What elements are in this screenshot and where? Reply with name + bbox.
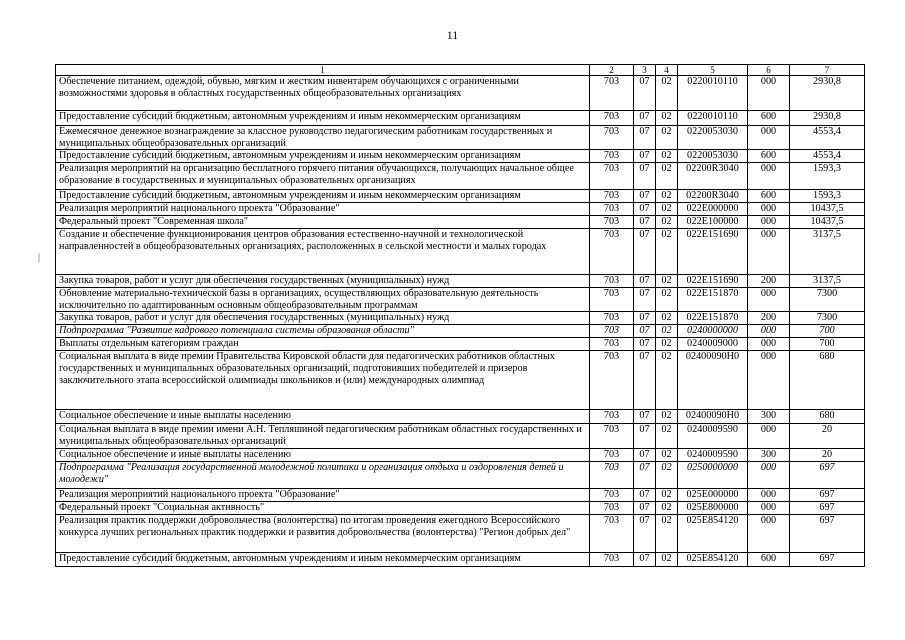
row-code-admin: 703 xyxy=(590,126,634,150)
table-row xyxy=(56,489,865,502)
row-subsection: 02 xyxy=(656,515,678,553)
table-row xyxy=(56,462,865,489)
row-name: Подпрограмма "Развитие кадрового потенциала системы образования области" xyxy=(56,325,590,338)
row-subsection: 02 xyxy=(656,325,678,338)
header-col-2: 2 xyxy=(590,65,634,76)
row-subsection: 02 xyxy=(656,424,678,449)
row-name: Реализация мероприятий национального проекта "Образование" xyxy=(56,489,590,502)
row-section: 07 xyxy=(634,288,656,312)
table-row xyxy=(56,203,865,216)
row-target-article: 025E854120 xyxy=(678,515,748,553)
row-amount: 700 xyxy=(790,325,865,338)
row-subsection: 02 xyxy=(656,462,678,489)
row-code-admin: 703 xyxy=(590,190,634,203)
row-amount: 20 xyxy=(790,449,865,462)
row-expense-type: 000 xyxy=(748,424,790,449)
row-target-article: 0220053030 xyxy=(678,150,748,163)
row-expense-type: 000 xyxy=(748,325,790,338)
row-code-admin: 703 xyxy=(590,351,634,410)
table-row xyxy=(56,325,865,338)
row-amount: 2930,8 xyxy=(790,76,865,111)
table-row xyxy=(56,424,865,449)
row-code-admin: 703 xyxy=(590,163,634,190)
row-section: 07 xyxy=(634,553,656,567)
row-expense-type: 600 xyxy=(748,111,790,126)
row-expense-type: 000 xyxy=(748,76,790,111)
table-row xyxy=(56,312,865,325)
row-section: 07 xyxy=(634,203,656,216)
table-row xyxy=(56,190,865,203)
row-subsection: 02 xyxy=(656,229,678,275)
table-row xyxy=(56,515,865,553)
row-subsection: 02 xyxy=(656,351,678,410)
row-name: Предоставление субсидий бюджетным, автономным учреждениям и иным некоммерческим организациям xyxy=(56,553,590,567)
table-row xyxy=(56,150,865,163)
row-name: Подпрограмма "Реализация государственной молодежной политики и организация отдыха и оздоровления детей и молодежи" xyxy=(56,462,590,489)
row-name: Социальная выплата в виде премии имени А.Н. Тепляшиной педагогическим работникам областных государственных и муниципальных общеобразовательных организаций xyxy=(56,424,590,449)
row-name: Социальная выплата в виде премии Правительства Кировской области для педагогических работников областных государственных и муниципальных образовательных организаций, подготовивших победителей и призеров заключительного этапа всероссийской олимпиады школьников и (или) международных олимпиад xyxy=(56,351,590,410)
row-section: 07 xyxy=(634,190,656,203)
header-col-1: 1 xyxy=(56,65,590,76)
row-target-article: 02200R3040 xyxy=(678,190,748,203)
row-section: 07 xyxy=(634,351,656,410)
row-section: 07 xyxy=(634,410,656,424)
row-name: Создание и обеспечение функционирования центров образования естественно-научной и технологической направленностей в общеобразовательных организациях, расположенных в сельской местности и малых городах xyxy=(56,229,590,275)
row-section: 07 xyxy=(634,515,656,553)
row-subsection: 02 xyxy=(656,338,678,351)
table-row xyxy=(56,126,865,150)
row-name: Реализация практик поддержки добровольчества (волонтерства) по итогам проведения ежегодного Всероссийского конкурса лучших региональных практик поддержки и развития добровольчества (волонтерства) "Регион добрых дел" xyxy=(56,515,590,553)
row-subsection: 02 xyxy=(656,288,678,312)
row-subsection: 02 xyxy=(656,76,678,111)
row-target-article: 0250000000 xyxy=(678,462,748,489)
row-name: Федеральный проект "Современная школа" xyxy=(56,216,590,229)
row-code-admin: 703 xyxy=(590,229,634,275)
row-name: Выплаты отдельным категориям граждан xyxy=(56,338,590,351)
row-target-article: 0220053030 xyxy=(678,126,748,150)
table-row xyxy=(56,502,865,515)
row-amount: 697 xyxy=(790,553,865,567)
row-code-admin: 703 xyxy=(590,312,634,325)
row-expense-type: 200 xyxy=(748,275,790,288)
row-expense-type: 000 xyxy=(748,502,790,515)
row-amount: 7300 xyxy=(790,312,865,325)
row-expense-type: 600 xyxy=(748,150,790,163)
table-body xyxy=(56,76,865,567)
row-amount: 700 xyxy=(790,338,865,351)
row-subsection: 02 xyxy=(656,150,678,163)
row-target-article: 025E854120 xyxy=(678,553,748,567)
row-subsection: 02 xyxy=(656,502,678,515)
row-expense-type: 600 xyxy=(748,190,790,203)
row-section: 07 xyxy=(634,489,656,502)
row-expense-type: 000 xyxy=(748,126,790,150)
row-code-admin: 703 xyxy=(590,111,634,126)
table-row xyxy=(56,163,865,190)
row-target-article: 025E000000 xyxy=(678,489,748,502)
header-col-6: 6 xyxy=(748,65,790,76)
row-section: 07 xyxy=(634,502,656,515)
row-amount: 4553,4 xyxy=(790,126,865,150)
row-section: 07 xyxy=(634,216,656,229)
row-amount: 1593,3 xyxy=(790,163,865,190)
row-name: Закупка товаров, работ и услуг для обеспечения государственных (муниципальных) нужд xyxy=(56,275,590,288)
header-row xyxy=(56,65,865,76)
row-amount: 10437,5 xyxy=(790,216,865,229)
row-expense-type: 000 xyxy=(748,489,790,502)
row-target-article: 022E151870 xyxy=(678,312,748,325)
row-expense-type: 600 xyxy=(748,553,790,567)
row-name: Реализация мероприятий национального проекта "Образование" xyxy=(56,203,590,216)
row-expense-type: 000 xyxy=(748,229,790,275)
row-subsection: 02 xyxy=(656,111,678,126)
row-name: Федеральный проект "Социальная активность" xyxy=(56,502,590,515)
table-row xyxy=(56,229,865,275)
row-target-article: 0240009590 xyxy=(678,449,748,462)
row-subsection: 02 xyxy=(656,489,678,502)
row-section: 07 xyxy=(634,126,656,150)
row-subsection: 02 xyxy=(656,190,678,203)
row-amount: 697 xyxy=(790,515,865,553)
table-row xyxy=(56,338,865,351)
row-code-admin: 703 xyxy=(590,275,634,288)
row-code-admin: 703 xyxy=(590,325,634,338)
row-expense-type: 000 xyxy=(748,515,790,553)
row-expense-type: 000 xyxy=(748,462,790,489)
row-section: 07 xyxy=(634,325,656,338)
row-section: 07 xyxy=(634,275,656,288)
row-subsection: 02 xyxy=(656,216,678,229)
row-expense-type: 200 xyxy=(748,312,790,325)
row-expense-type: 000 xyxy=(748,338,790,351)
row-name: Реализация мероприятий на организацию бесплатного горячего питания обучающихся, получающих начальное общее образование в государственных и муниципальных образовательных организациях xyxy=(56,163,590,190)
row-code-admin: 703 xyxy=(590,150,634,163)
row-code-admin: 703 xyxy=(590,489,634,502)
table-row xyxy=(56,76,865,111)
row-subsection: 02 xyxy=(656,275,678,288)
header-col-3: 3 xyxy=(634,65,656,76)
row-target-article: 0240000000 xyxy=(678,325,748,338)
row-target-article: 022E100000 xyxy=(678,216,748,229)
row-target-article: 022E151690 xyxy=(678,229,748,275)
table-row xyxy=(56,275,865,288)
row-amount: 4553,4 xyxy=(790,150,865,163)
row-subsection: 02 xyxy=(656,410,678,424)
table-row xyxy=(56,111,865,126)
row-code-admin: 703 xyxy=(590,553,634,567)
row-section: 07 xyxy=(634,424,656,449)
table-row xyxy=(56,449,865,462)
row-amount: 10437,5 xyxy=(790,203,865,216)
row-expense-type: 000 xyxy=(748,203,790,216)
row-amount: 680 xyxy=(790,410,865,424)
row-amount: 1593,3 xyxy=(790,190,865,203)
row-code-admin: 703 xyxy=(590,76,634,111)
row-target-article: 0240009590 xyxy=(678,424,748,449)
row-target-article: 025E800000 xyxy=(678,502,748,515)
row-name: Предоставление субсидий бюджетным, автономным учреждениям и иным некоммерческим организациям xyxy=(56,190,590,203)
row-subsection: 02 xyxy=(656,126,678,150)
row-code-admin: 703 xyxy=(590,502,634,515)
row-target-article: 022E151690 xyxy=(678,275,748,288)
row-subsection: 02 xyxy=(656,163,678,190)
row-name: Закупка товаров, работ и услуг для обеспечения государственных (муниципальных) нужд xyxy=(56,312,590,325)
row-name: Предоставление субсидий бюджетным, автономным учреждениям и иным некоммерческим организациям xyxy=(56,111,590,126)
row-target-article: 022E000000 xyxy=(678,203,748,216)
row-expense-type: 000 xyxy=(748,216,790,229)
table-row xyxy=(56,553,865,567)
row-code-admin: 703 xyxy=(590,462,634,489)
row-expense-type: 300 xyxy=(748,410,790,424)
row-name: Социальное обеспечение и иные выплаты населению xyxy=(56,410,590,424)
row-target-article: 02200R3040 xyxy=(678,163,748,190)
row-subsection: 02 xyxy=(656,312,678,325)
row-name: Обеспечение питанием, одеждой, обувью, мягким и жестким инвентарем обучающихся с ограниченными возможностями здоровья в областных государственных общеобразовательных организациях xyxy=(56,76,590,111)
row-expense-type: 000 xyxy=(748,288,790,312)
row-code-admin: 703 xyxy=(590,338,634,351)
row-section: 07 xyxy=(634,150,656,163)
row-target-article: 0240009000 xyxy=(678,338,748,351)
row-amount: 697 xyxy=(790,489,865,502)
row-name: Предоставление субсидий бюджетным, автономным учреждениям и иным некоммерческим организациям xyxy=(56,150,590,163)
row-code-admin: 703 xyxy=(590,515,634,553)
row-subsection: 02 xyxy=(656,203,678,216)
row-amount: 680 xyxy=(790,351,865,410)
row-target-article: 02400090Н0 xyxy=(678,351,748,410)
row-amount: 3137,5 xyxy=(790,275,865,288)
header-col-5: 5 xyxy=(678,65,748,76)
row-amount: 20 xyxy=(790,424,865,449)
row-target-article: 0220010110 xyxy=(678,111,748,126)
row-section: 07 xyxy=(634,76,656,111)
row-expense-type: 000 xyxy=(748,351,790,410)
row-subsection: 02 xyxy=(656,449,678,462)
row-amount: 2930,8 xyxy=(790,111,865,126)
table-row xyxy=(56,351,865,410)
row-expense-type: 300 xyxy=(748,449,790,462)
header-col-7: 7 xyxy=(790,65,865,76)
table-row xyxy=(56,410,865,424)
row-section: 07 xyxy=(634,163,656,190)
row-name: Социальное обеспечение и иные выплаты населению xyxy=(56,449,590,462)
page-number: 11 xyxy=(446,28,459,42)
row-target-article: 02400090Н0 xyxy=(678,410,748,424)
budget-table xyxy=(55,64,865,567)
table-row xyxy=(56,288,865,312)
row-amount: 697 xyxy=(790,462,865,489)
row-section: 07 xyxy=(634,312,656,325)
margin-mark: | xyxy=(38,252,41,263)
row-section: 07 xyxy=(634,111,656,126)
row-expense-type: 000 xyxy=(748,163,790,190)
table-row xyxy=(56,216,865,229)
row-section: 07 xyxy=(634,338,656,351)
row-code-admin: 703 xyxy=(590,216,634,229)
row-code-admin: 703 xyxy=(590,424,634,449)
row-section: 07 xyxy=(634,229,656,275)
row-target-article: 022E151870 xyxy=(678,288,748,312)
row-subsection: 02 xyxy=(656,553,678,567)
row-name: Ежемесячное денежное вознаграждение за классное руководство педагогическим работникам государственных и муниципальных общеобразовательных организаций xyxy=(56,126,590,150)
row-target-article: 0220010110 xyxy=(678,76,748,111)
header-col-4: 4 xyxy=(656,65,678,76)
row-code-admin: 703 xyxy=(590,449,634,462)
row-amount: 3137,5 xyxy=(790,229,865,275)
row-name: Обновление материально-технической базы в организациях, осуществляющих образовательную деятельность исключительно по адаптированным основным общеобразовательным программам xyxy=(56,288,590,312)
row-section: 07 xyxy=(634,449,656,462)
row-code-admin: 703 xyxy=(590,288,634,312)
row-code-admin: 703 xyxy=(590,203,634,216)
row-amount: 697 xyxy=(790,502,865,515)
row-section: 07 xyxy=(634,462,656,489)
row-amount: 7300 xyxy=(790,288,865,312)
row-code-admin: 703 xyxy=(590,410,634,424)
